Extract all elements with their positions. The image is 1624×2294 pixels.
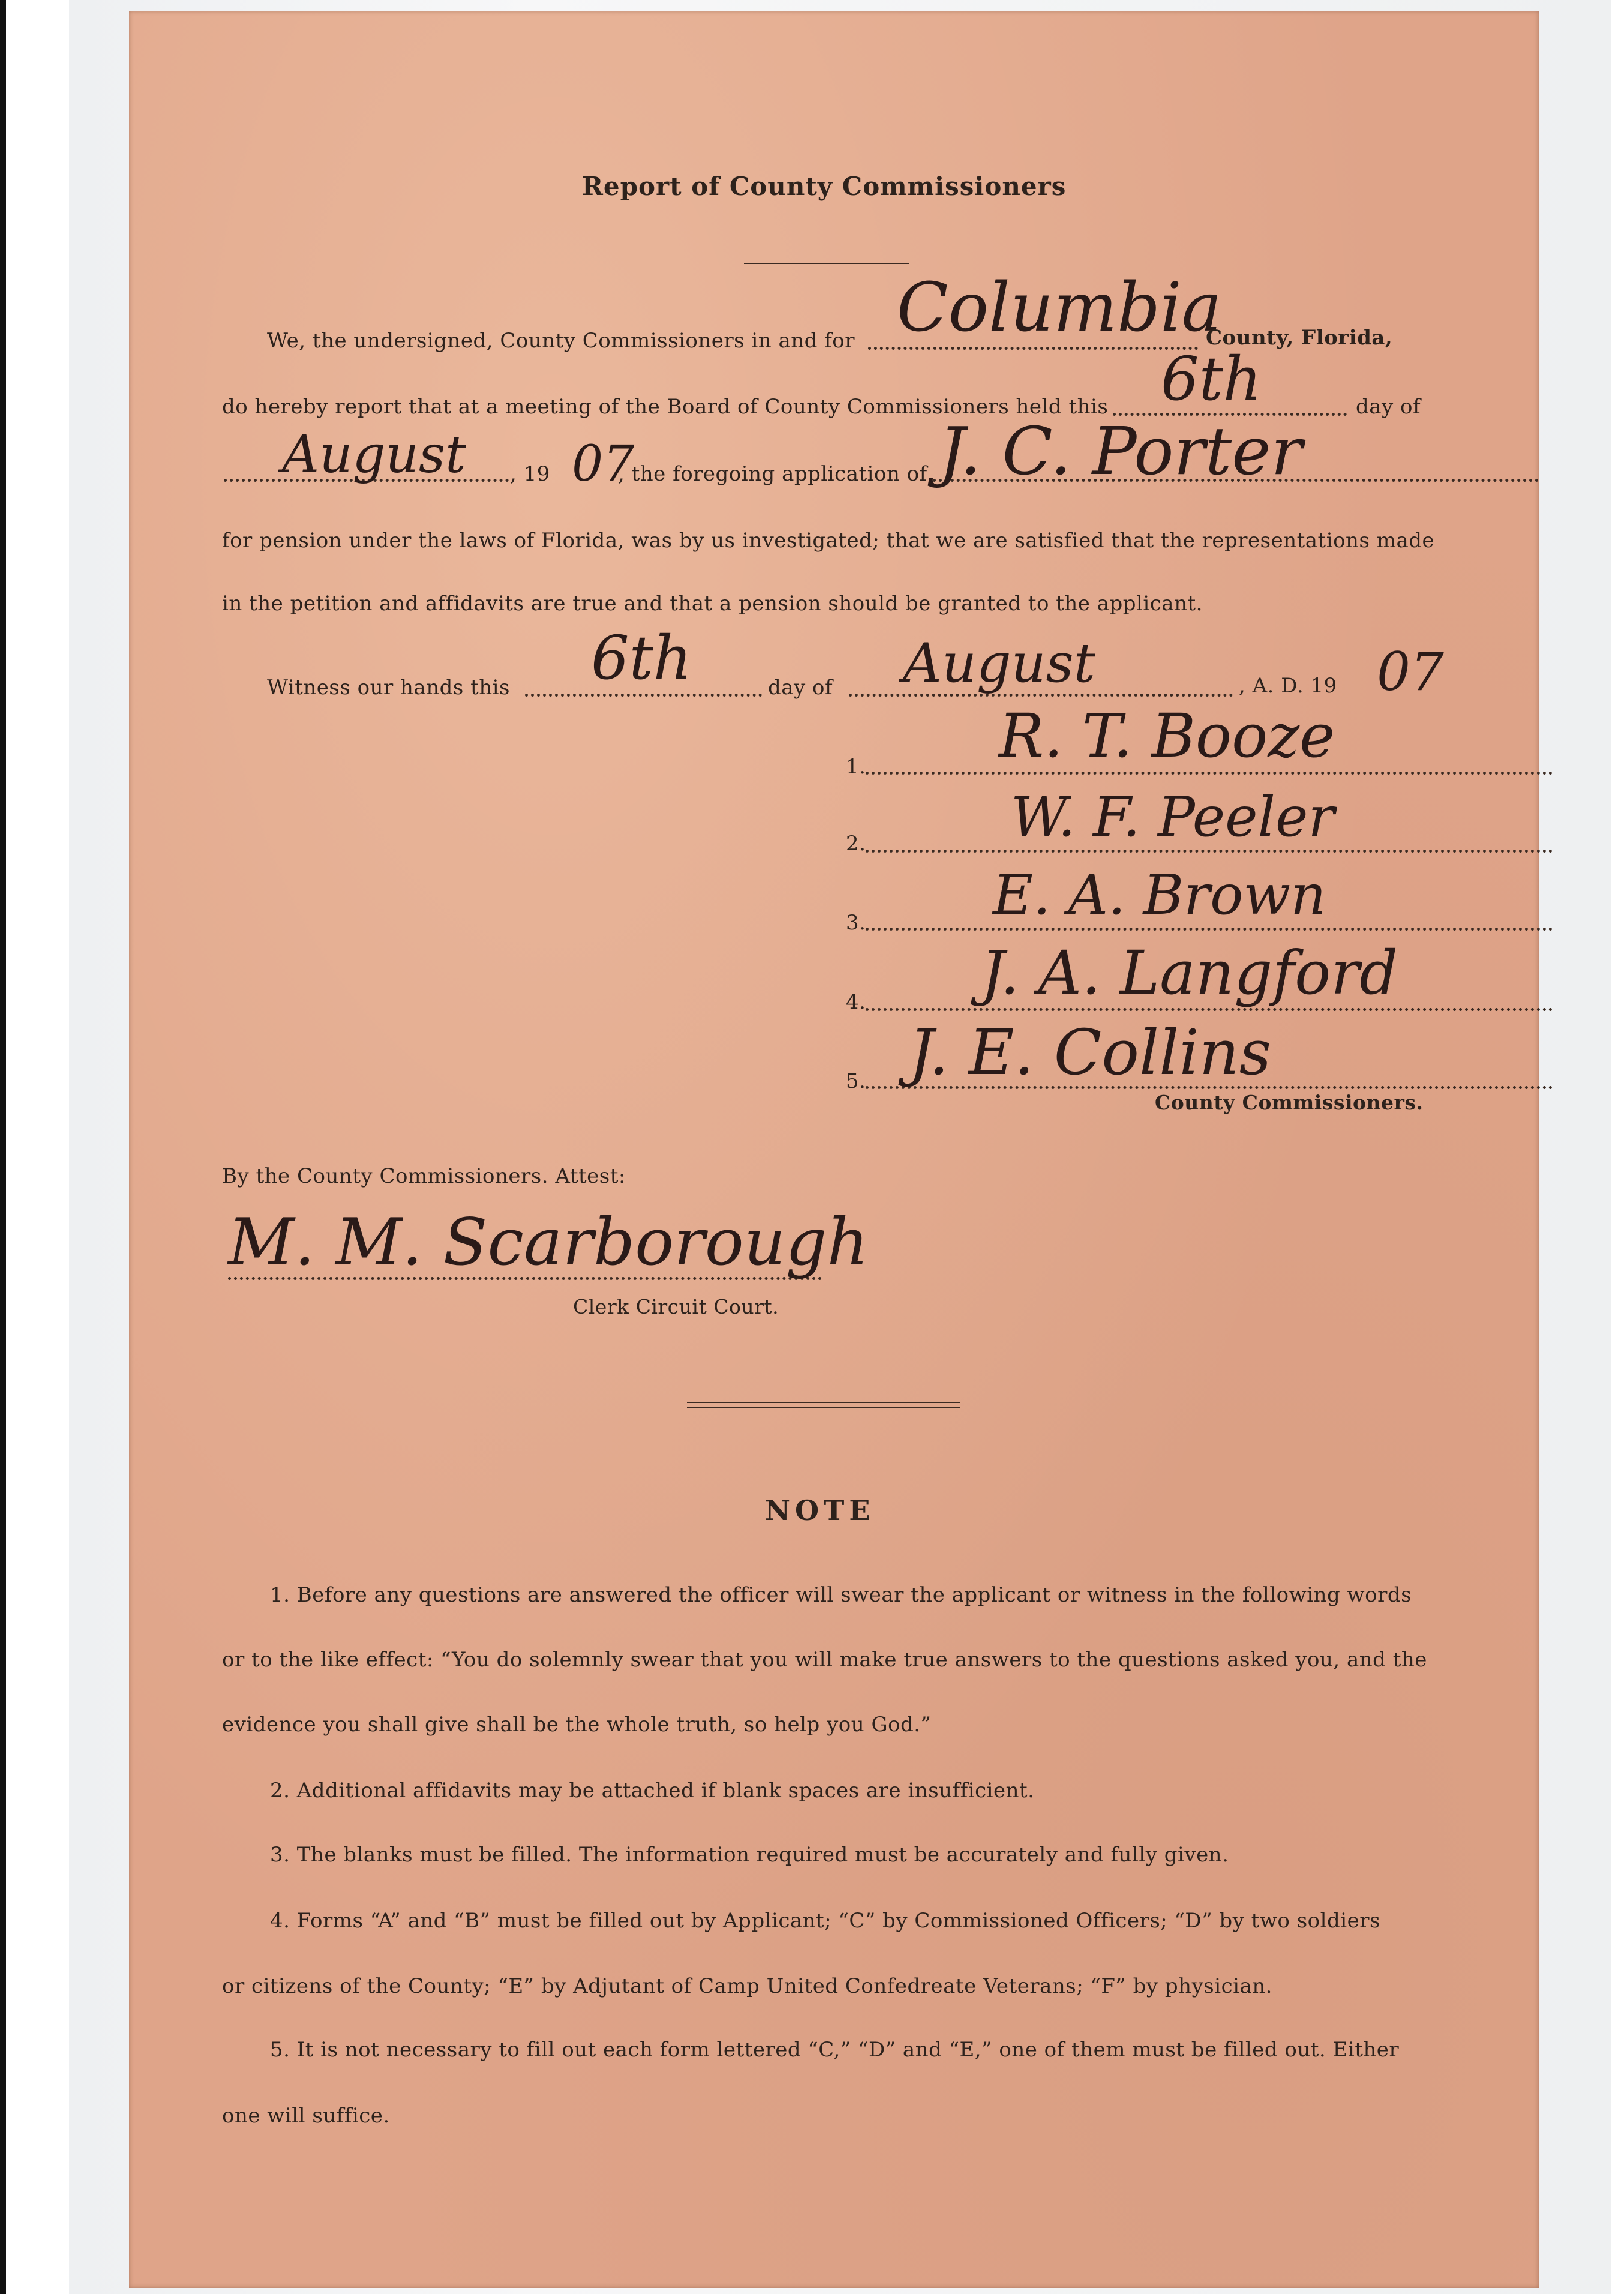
day-of-text: day of	[1356, 395, 1421, 419]
signature-line	[866, 850, 1553, 853]
meeting-year-handwritten: 07	[572, 436, 635, 493]
note-item-5: 5. It is not necessary to fill out each form lettered “C,” “D” and “E,” one of them must be filled out. Either	[270, 2038, 1400, 2062]
signature-line	[866, 928, 1553, 931]
commissioner-number: 2.	[846, 832, 866, 856]
commissioners-caption: County Commissioners.	[1155, 1091, 1424, 1114]
clerk-signature: M. M. Scarborough	[228, 1205, 869, 1280]
note-item-1: evidence you shall give shall be the whole truth, so help you God.”	[222, 1713, 932, 1737]
signature-line	[866, 1008, 1553, 1011]
note-item-4: or citizens of the County; “E” by Adjutant of Camp United Confedreate Veterans; “F” by physician.	[222, 1974, 1272, 1998]
commissioner-number: 4.	[846, 990, 866, 1014]
county-florida-text: County, Florida,	[1206, 326, 1393, 350]
section-divider	[687, 1402, 960, 1408]
county-name-handwritten: Columbia	[897, 269, 1222, 347]
clerk-caption: Clerk Circuit Court.	[573, 1295, 779, 1318]
note-item-2: 2. Additional affidavits may be attached if blank spaces are insufficient.	[270, 1779, 1035, 1803]
attest-label: By the County Commissioners. Attest:	[222, 1164, 626, 1188]
note-item-3: 3. The blanks must be filled. The information required must be accurately and fully given.	[270, 1843, 1229, 1867]
note-item-4: 4. Forms “A” and “B” must be filled out by Applicant; “C” by Commissioned Officers; “D” by two soldiers	[270, 1909, 1380, 1933]
commissioner-signature: J. A. Langford	[981, 938, 1398, 1008]
year-prefix-text: , 19	[510, 462, 550, 486]
intro-text: We, the undersigned, County Commissioners in and for	[267, 329, 855, 353]
witness-day-handwritten: 6th	[591, 623, 692, 693]
witness-day-blank	[525, 694, 762, 697]
commissioner-signature: W. F. Peeler	[1011, 785, 1335, 849]
petition-text: in the petition and affidavits are true and that a pension should be granted to the applicant.	[222, 592, 1203, 616]
page-title: Report of County Commissioners	[582, 172, 1067, 201]
witness-text: Witness our hands this	[267, 676, 511, 700]
scan-edge	[0, 0, 6, 2294]
ad-year-text: , A. D. 19	[1239, 674, 1337, 698]
pension-text: for pension under the laws of Florida, was by us investigated; that we are satisfied that the representations made	[222, 529, 1435, 553]
title-divider	[744, 263, 909, 264]
witness-day-of-text: day of	[768, 676, 833, 700]
witness-month-handwritten: August	[903, 632, 1095, 695]
signature-line	[866, 772, 1553, 775]
meeting-text: do hereby report that at a meeting of the Board of County Commissioners held this	[222, 395, 1109, 419]
document-page	[129, 11, 1539, 2288]
application-text: , the foregoing application of	[618, 462, 927, 486]
commissioner-number: 5.	[846, 1069, 866, 1093]
note-item-5: one will suffice.	[222, 2104, 390, 2128]
commissioner-number: 3.	[846, 911, 866, 935]
meeting-day-handwritten: 6th	[1161, 344, 1262, 414]
commissioner-number: 1.	[846, 755, 866, 779]
meeting-month-handwritten: August	[282, 425, 466, 485]
county-blank	[868, 347, 1198, 350]
witness-year-handwritten: 07	[1377, 641, 1444, 703]
note-item-1: or to the like effect: “You do solemnly swear that you will make true answers to the questions asked you, and the	[222, 1648, 1427, 1672]
commissioner-signature: E. A. Brown	[993, 863, 1326, 927]
commissioner-signature: J. E. Collins	[909, 1016, 1272, 1089]
note-heading: NOTE	[765, 1494, 875, 1527]
note-item-1: 1. Before any questions are answered the officer will swear the applicant or witness in the following words	[270, 1583, 1412, 1607]
commissioner-signature: R. T. Booze	[999, 701, 1335, 771]
applicant-name-handwritten: J. C. Porter	[939, 413, 1302, 490]
